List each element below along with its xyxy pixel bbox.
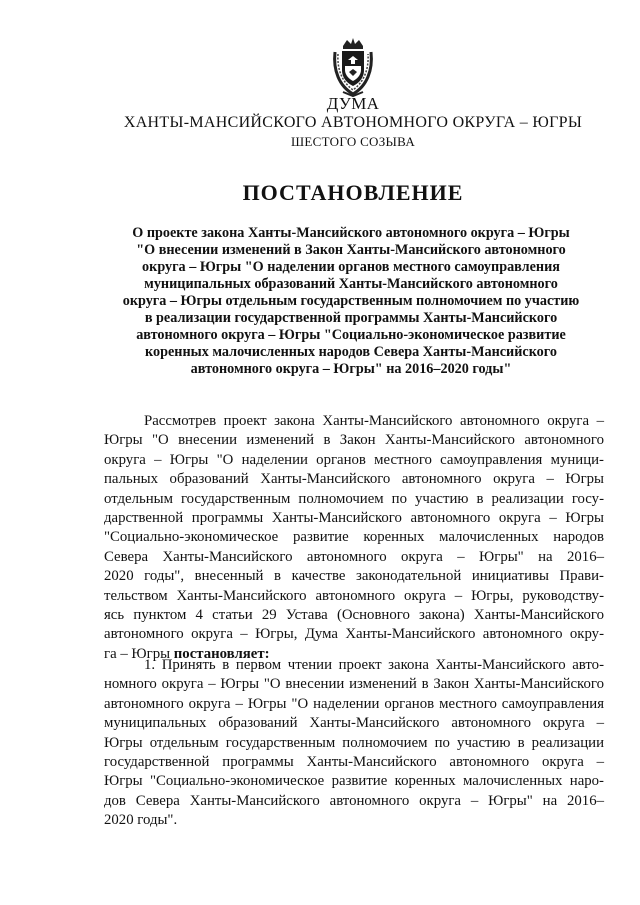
title-line: коренных малочисленных народов Севера Ханты-Мансийского: [145, 344, 557, 360]
paragraph-line: автономного округа – Югры, Дума Ханты-Мансийского автономного окру-: [104, 626, 604, 643]
preamble-paragraph: [104, 412, 604, 664]
paragraph-line: "Социально-экономическое развитие коренных малочисленных народов: [104, 529, 604, 546]
paragraph-line: 2020 годы", внесенный в качестве законодательной инициативы Прави-: [104, 568, 604, 585]
resolution-title: [118, 225, 584, 378]
paragraph-text: га – Югры: [104, 645, 174, 662]
region-name: ХАНТЫ-МАНСИЙСКОГО АВТОНОМНОГО ОКРУГА – ЮГРЫ: [123, 114, 583, 131]
document-type-heading: ПОСТАНОВЛЕНИЕ: [242, 180, 464, 205]
paragraph-line: дов Севера Ханты-Мансийского автономного округа – Югры" на 2016–: [104, 792, 604, 809]
paragraph-line: муниципальных образований Ханты-Мансийского автономного округа –: [104, 715, 604, 732]
paragraph-line: тельством Ханты-Мансийского автономного округа – Югры, руководству-: [104, 587, 604, 604]
paragraph-line: дарственной программы Ханты-Мансийского автономного округа – Югры: [104, 509, 604, 526]
resolves-keyword: постановляет:: [173, 645, 270, 662]
convocation: ШЕСТОГО СОЗЫВА: [290, 134, 416, 149]
title-line: муниципальных образований Ханты-Мансийского автономного: [144, 276, 558, 292]
title-line: О проекте закона Ханты-Мансийского автономного округа – Югры: [132, 225, 570, 241]
paragraph-line: государственной программы Ханты-Мансийского автономного округа –: [104, 753, 604, 770]
title-line: автономного округа – Югры "Социально-экономическое развитие: [136, 327, 566, 343]
coat-of-arms-emblem-icon: [329, 36, 377, 98]
paragraph-line: Югры "Социально-экономическое развитие коренных малочисленных наро-: [104, 773, 604, 790]
paragraph-line: номного округа – Югры "О внесении изменений в Закон Ханты-Мансийского: [104, 676, 604, 693]
paragraph-line: Рассмотрев проект закона Ханты-Мансийского автономного округа –: [144, 413, 604, 429]
paragraph-line: пальных образований Ханты-Мансийского автономного округа – Югры: [104, 471, 604, 488]
paragraph-line: отдельным государственным полномочием по участию в реализации госу-: [104, 490, 604, 507]
paragraph-line-last: 2020 годы".: [104, 812, 178, 829]
paragraph-line: 1. Принять в первом чтении проект закона Ханты-Мансийского авто-: [144, 657, 604, 673]
org-name: ДУМА: [326, 94, 380, 113]
paragraph-line: Югры "О внесении изменений в Закон Ханты-Мансийского автономного: [104, 432, 604, 449]
paragraph-line: округа – Югры "О наделении органов местного самоуправления муници-: [104, 451, 604, 468]
paragraph-line: ясь пунктом 4 статьи 29 Устава (Основного закона) Ханты-Мансийского: [104, 606, 604, 623]
title-line: округа – Югры отдельным государственным полномочием по участию: [122, 293, 580, 309]
paragraph-line: автономного округа – Югры "О наделении органов местного самоуправления: [104, 695, 604, 712]
title-line: "О внесении изменений в Закон Ханты-Мансийского автономного: [136, 242, 566, 258]
title-line: автономного округа – Югры" на 2016–2020 годы": [190, 361, 512, 377]
title-line: в реализации государственной программы Ханты-Мансийского: [144, 310, 558, 326]
clause-1-paragraph: [104, 656, 604, 831]
paragraph-line: Югры отдельным государственным полномочием по участию в реализации: [104, 734, 604, 751]
paragraph-line: Севера Ханты-Мансийского автономного округа – Югры" на 2016–: [104, 548, 604, 565]
title-line: округа – Югры "О наделении органов местного самоуправления: [142, 259, 560, 275]
